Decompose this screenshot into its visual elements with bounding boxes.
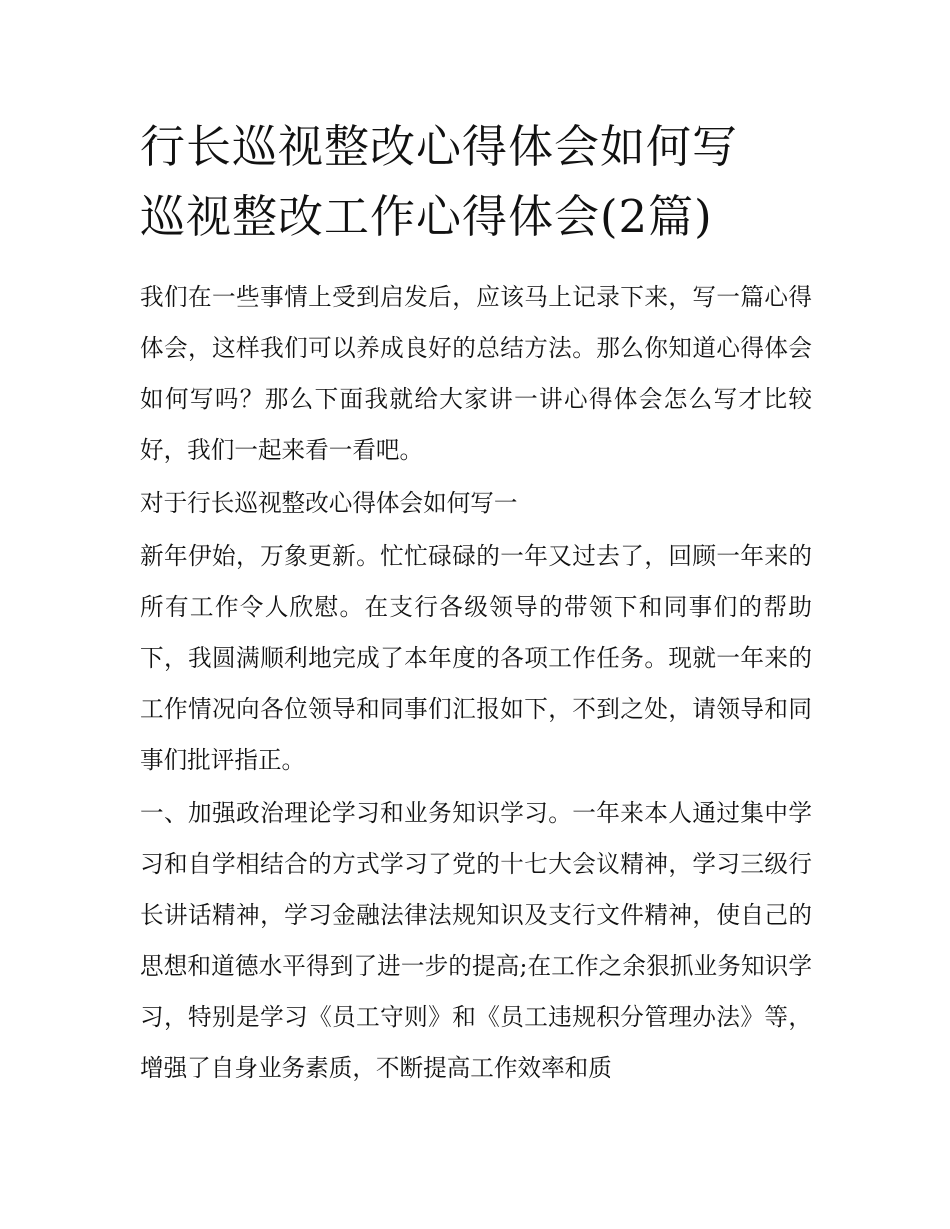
- document-title: [140, 112, 812, 252]
- section-heading: 对于行长巡视整改心得体会如何写一: [140, 489, 518, 517]
- intro-paragraph: 我们在一些事情上受到启发后，应该马上记录下来，写一篇心得体会，这样我们可以养成良好的总结方法。那么你知道心得体会如何写吗？那么下面我就给大家讲一讲心得体会怎么写才比较好，我们一起来看一看吧。: [140, 283, 812, 464]
- body-paragraph-opening: 新年伊始，万象更新。忙忙碌碌的一年又过去了，回顾一年来的所有工作令人欣慰。在支行各级领导的带领下和同事们的帮助下，我圆满顺利地完成了本年度的各项工作任务。现就一年来的工作情况向各位领导和同事们汇报如下，不到之处，请领导和同事们批评指正。: [140, 542, 812, 774]
- title-line-2: 巡视整改工作心得体会(2篇): [140, 190, 713, 243]
- title-line-1: 行长巡视整改心得体会如何写: [140, 120, 739, 173]
- body-paragraph-study: 一、加强政治理论学习和业务知识学习。一年来本人通过集中学习和自学相结合的方式学习了党的十七大会议精神，学习三级行长讲话精神，学习金融法律法规知识及支行文件精神，使自己的思想和道德水平得到了进一步的提高;在工作之余狠抓业务知识学习，特别是学习《员工守则》和《员工违规积分管理办法》等，增强了自身业务素质，不断提高工作效率和质: [140, 799, 812, 1082]
- document-body: [140, 112, 812, 1094]
